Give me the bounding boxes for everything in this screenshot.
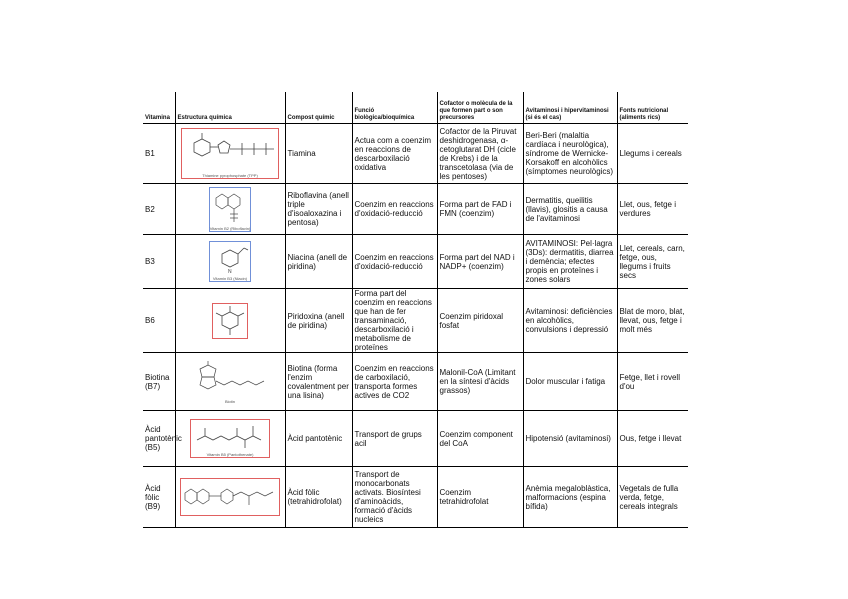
compound-cell: Riboflavina (anell triple d'isoaloxazina i pentosa)	[285, 184, 352, 235]
header-avitaminosis: Avitaminosi i hipervitaminosi (si és el cas)	[523, 92, 617, 124]
structure-cell	[175, 124, 285, 184]
header-cofactor: Cofactor o molècula de la que formen part o son precursores	[437, 92, 523, 124]
header-sources: Fonts nutricional (aliments rics)	[617, 92, 688, 124]
niacin-structure-diagram	[210, 242, 250, 276]
structure-image	[190, 419, 270, 458]
function-cell: Coenzim en reaccions de carboxilació, transporta formes actives de CO2	[352, 353, 437, 411]
structure-image	[189, 358, 271, 405]
pyridoxine-structure-diagram	[213, 304, 247, 338]
cofactor-cell: Coenzim piridoxal fosfat	[437, 289, 523, 353]
structure-caption: Vitamin B2 (Riboflavin)	[209, 225, 251, 231]
compound-cell: Àcid fòlic (tetrahidrofolat)	[285, 467, 352, 528]
sources-cell: Llegums i cereals	[617, 124, 688, 184]
avitaminosis-cell: Avitaminosi: deficiències en alcohòlics, convulsions i depressió	[523, 289, 617, 353]
structure-caption: Biotin	[224, 399, 235, 404]
vitamin-name: Biotina (B7)	[143, 353, 175, 411]
structure-cell	[175, 289, 285, 353]
table-row	[143, 184, 688, 235]
avitaminosis-cell: Dermatitis, queilitis (llavis), glositis a causa de l'avitaminosi	[523, 184, 617, 235]
table-row	[143, 124, 688, 184]
cofactor-cell: Malonil-CoA (Limitant en la síntesi d'àcids grassos)	[437, 353, 523, 411]
structure-caption: Vitamin B3 (Niacin)	[212, 276, 248, 281]
avitaminosis-cell: Dolor muscular i fatiga	[523, 353, 617, 411]
vitamin-name: B6	[143, 289, 175, 353]
sources-cell: Llet, cereals, carn, fetge, ous, llegums i fruits secs	[617, 235, 688, 289]
avitaminosis-cell: Hipotensió (avitaminosi)	[523, 411, 617, 467]
biotin-structure-diagram	[190, 359, 270, 399]
vitamin-name: Àcid fòlic (B9)	[143, 467, 175, 528]
cofactor-cell: Coenzim component del CoA	[437, 411, 523, 467]
structure-caption: Thiamine pyrophosphate (TPP)	[202, 173, 258, 178]
compound-cell: Àcid pantotènic	[285, 411, 352, 467]
structure-image	[181, 128, 279, 179]
function-cell: Forma part del coenzim en reaccions que han de fer transaminació, descarboxilació i metabolisme de proteïnes	[352, 289, 437, 353]
avitaminosis-cell: Anèmia megaloblàstica, malformacions (espina bífida)	[523, 467, 617, 528]
function-cell: Coenzim en reaccions d'oxidació-reducció	[352, 184, 437, 235]
structure-image	[209, 241, 251, 282]
structure-cell	[175, 353, 285, 411]
vitamin-name: Àcid pantotènic (B5)	[143, 411, 175, 467]
vitamin-name: B3	[143, 235, 175, 289]
table-row	[143, 353, 688, 411]
avitaminosis-cell: AVITAMINOSI: Pel·lagra (3Ds): dermatitis, diarrea i demència; efectes propis en proteïnes i zones solars	[523, 235, 617, 289]
function-cell: Actua com a coenzim en reaccions de descarboxilació oxidativa	[352, 124, 437, 184]
structure-image	[180, 478, 280, 516]
cofactor-cell: Cofactor de la Piruvat deshidrogenasa, α-cetoglutarat DH (cicle de Krebs) i de la transcetolasa (via de les pentoses)	[437, 124, 523, 184]
header-vitamin: Vitamina	[143, 92, 175, 124]
header-function: Funció biològica/bioquímica	[352, 92, 437, 124]
function-cell: Transport de grups acil	[352, 411, 437, 467]
header-structure: Estructura química	[175, 92, 285, 124]
structure-image	[209, 187, 252, 232]
thiamine-structure-diagram	[182, 129, 278, 173]
svg-text:N: N	[228, 269, 232, 275]
table-row	[143, 235, 688, 289]
riboflavin-structure-diagram	[210, 188, 250, 226]
cofactor-cell: Coenzim tetrahidrofolat	[437, 467, 523, 528]
structure-cell	[175, 184, 285, 235]
compound-cell: Piridoxina (anell de piridina)	[285, 289, 352, 353]
vitamins-table	[143, 92, 688, 528]
compound-cell: Niacina (anell de piridina)	[285, 235, 352, 289]
sources-cell: Ous, fetge i llevat	[617, 411, 688, 467]
structure-caption: Vitamin B5 (Pantothenate)	[206, 452, 254, 457]
vitamin-name: B2	[143, 184, 175, 235]
structure-image	[212, 303, 248, 339]
avitaminosis-cell: Beri-Beri (malaltia cardíaca i neurològica), síndrome de Wernicke-Korsakoff en alcohòlics (símptomes neurològics)	[523, 124, 617, 184]
cofactor-cell: Forma part de FAD i FMN (coenzim)	[437, 184, 523, 235]
structure-cell	[175, 467, 285, 528]
table-header-row	[143, 92, 688, 124]
pantothenate-structure-diagram	[191, 420, 269, 452]
table-row	[143, 467, 688, 528]
table-row	[143, 411, 688, 467]
sources-cell: Blat de moro, blat, llevat, ous, fetge i molt més	[617, 289, 688, 353]
function-cell: Transport de monocarbonats activats. Biosíntesi d'aminoàcids, formació d'àcids nucleics	[352, 467, 437, 528]
sources-cell: Llet, ous, fetge i verdures	[617, 184, 688, 235]
sources-cell: Vegetals de fulla verda, fetge, cereals integrals	[617, 467, 688, 528]
structure-cell	[175, 411, 285, 467]
vitamin-name: B1	[143, 124, 175, 184]
structure-cell	[175, 235, 285, 289]
compound-cell: Biotina (forma l'enzim covalentment per una lisina)	[285, 353, 352, 411]
function-cell: Coenzim en reaccions d'oxidació-reducció	[352, 235, 437, 289]
header-compound: Compost químic	[285, 92, 352, 124]
table-row	[143, 289, 688, 353]
folic-acid-structure-diagram	[181, 479, 279, 515]
cofactor-cell: Forma part del NAD i NADP+ (coenzim)	[437, 235, 523, 289]
sources-cell: Fetge, llet i rovell d'ou	[617, 353, 688, 411]
compound-cell: Tiamina	[285, 124, 352, 184]
